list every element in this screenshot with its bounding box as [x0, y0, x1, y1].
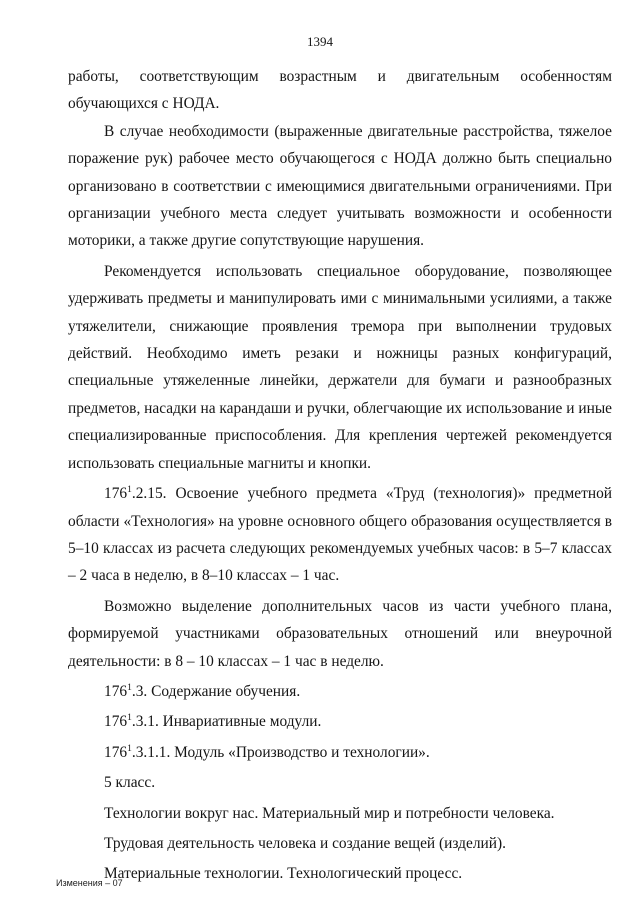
heading-invariant-modules-text: .3.1. Инвариативные модули.: [131, 713, 322, 731]
line-topic-1: Технологии вокруг нас. Материальный мир и потребности человека.: [104, 804, 555, 822]
paragraph-4-text: .2.15. Освоение учебного предмета «Труд (технология)» предметной области «Технология» на уровне основного общего образования осуществляется в 5–10 классах из расчета следующих рекомендуемых учебных часов: в 5–7 классах – 2 часа в неделю, в 8–10 классах – 1 час.: [68, 485, 612, 585]
section-superscript: 1: [127, 483, 132, 495]
section-superscript: 1: [127, 742, 132, 754]
paragraph-5: Возможно выделение дополнительных часов из части учебного плана, формируемой участниками образовательных отношений или внеурочной деятельности: в 8 – 10 классах – 1 час в неделю.: [68, 597, 612, 670]
line-topic-3: Материальные технологии. Технологический процесс.: [104, 865, 463, 883]
heading-invariant-modules: [68, 708, 612, 735]
section-superscript: 1: [127, 681, 132, 693]
heading-module-production: [68, 739, 612, 766]
section-number: 176: [104, 743, 128, 761]
section-number: 176: [104, 485, 128, 503]
paragraph-1: работы, соответствующим возрастным и двигательным особенностям обучающихся с НОДА.: [68, 68, 612, 113]
heading-content: [68, 678, 612, 705]
section-superscript: 1: [127, 712, 132, 724]
paragraph-4: [68, 480, 612, 590]
paragraph-2: В случае необходимости (выраженные двигательные расстройства, тяжелое поражение рук) рабочее место обучающегося с НОДА должно быть специально организовано в соответствии с имеющимися двигательными ограничениями. При организации учебного места следует учитывать возможности и особенности моторики, а также другие сопутствующие нарушения.: [68, 122, 612, 250]
heading-module-production-text: .3.1.1. Модуль «Производство и технологии».: [131, 743, 430, 761]
line-topic-2: Трудовая деятельность человека и создание вещей (изделий).: [104, 834, 506, 852]
section-number: 176: [104, 713, 128, 731]
section-number: 176: [104, 682, 128, 700]
line-grade: 5 класс.: [104, 774, 156, 792]
footer-note: Изменения – 07: [56, 878, 123, 888]
paragraph-3: Рекомендуется использовать специальное оборудование, позволяющее удерживать предметы и манипулировать ими с минимальными усилиями, а также утяжелители, снижающие проявления тремора при выполнении трудовых действий. Необходимо иметь резаки и ножницы разных конфигураций, специальные утяжеленные линейки, держатели для бумаги и разнообразных предметов, насадки на карандаши и ручки, облегчающие их использование и иные специализированные приспособления. Для крепления чертежей рекомендуется использовать специальные магниты и кнопки.: [68, 262, 612, 472]
heading-content-text: .3. Содержание обучения.: [131, 682, 301, 700]
document-body: [68, 63, 612, 888]
page-number: 1394: [307, 34, 333, 49]
